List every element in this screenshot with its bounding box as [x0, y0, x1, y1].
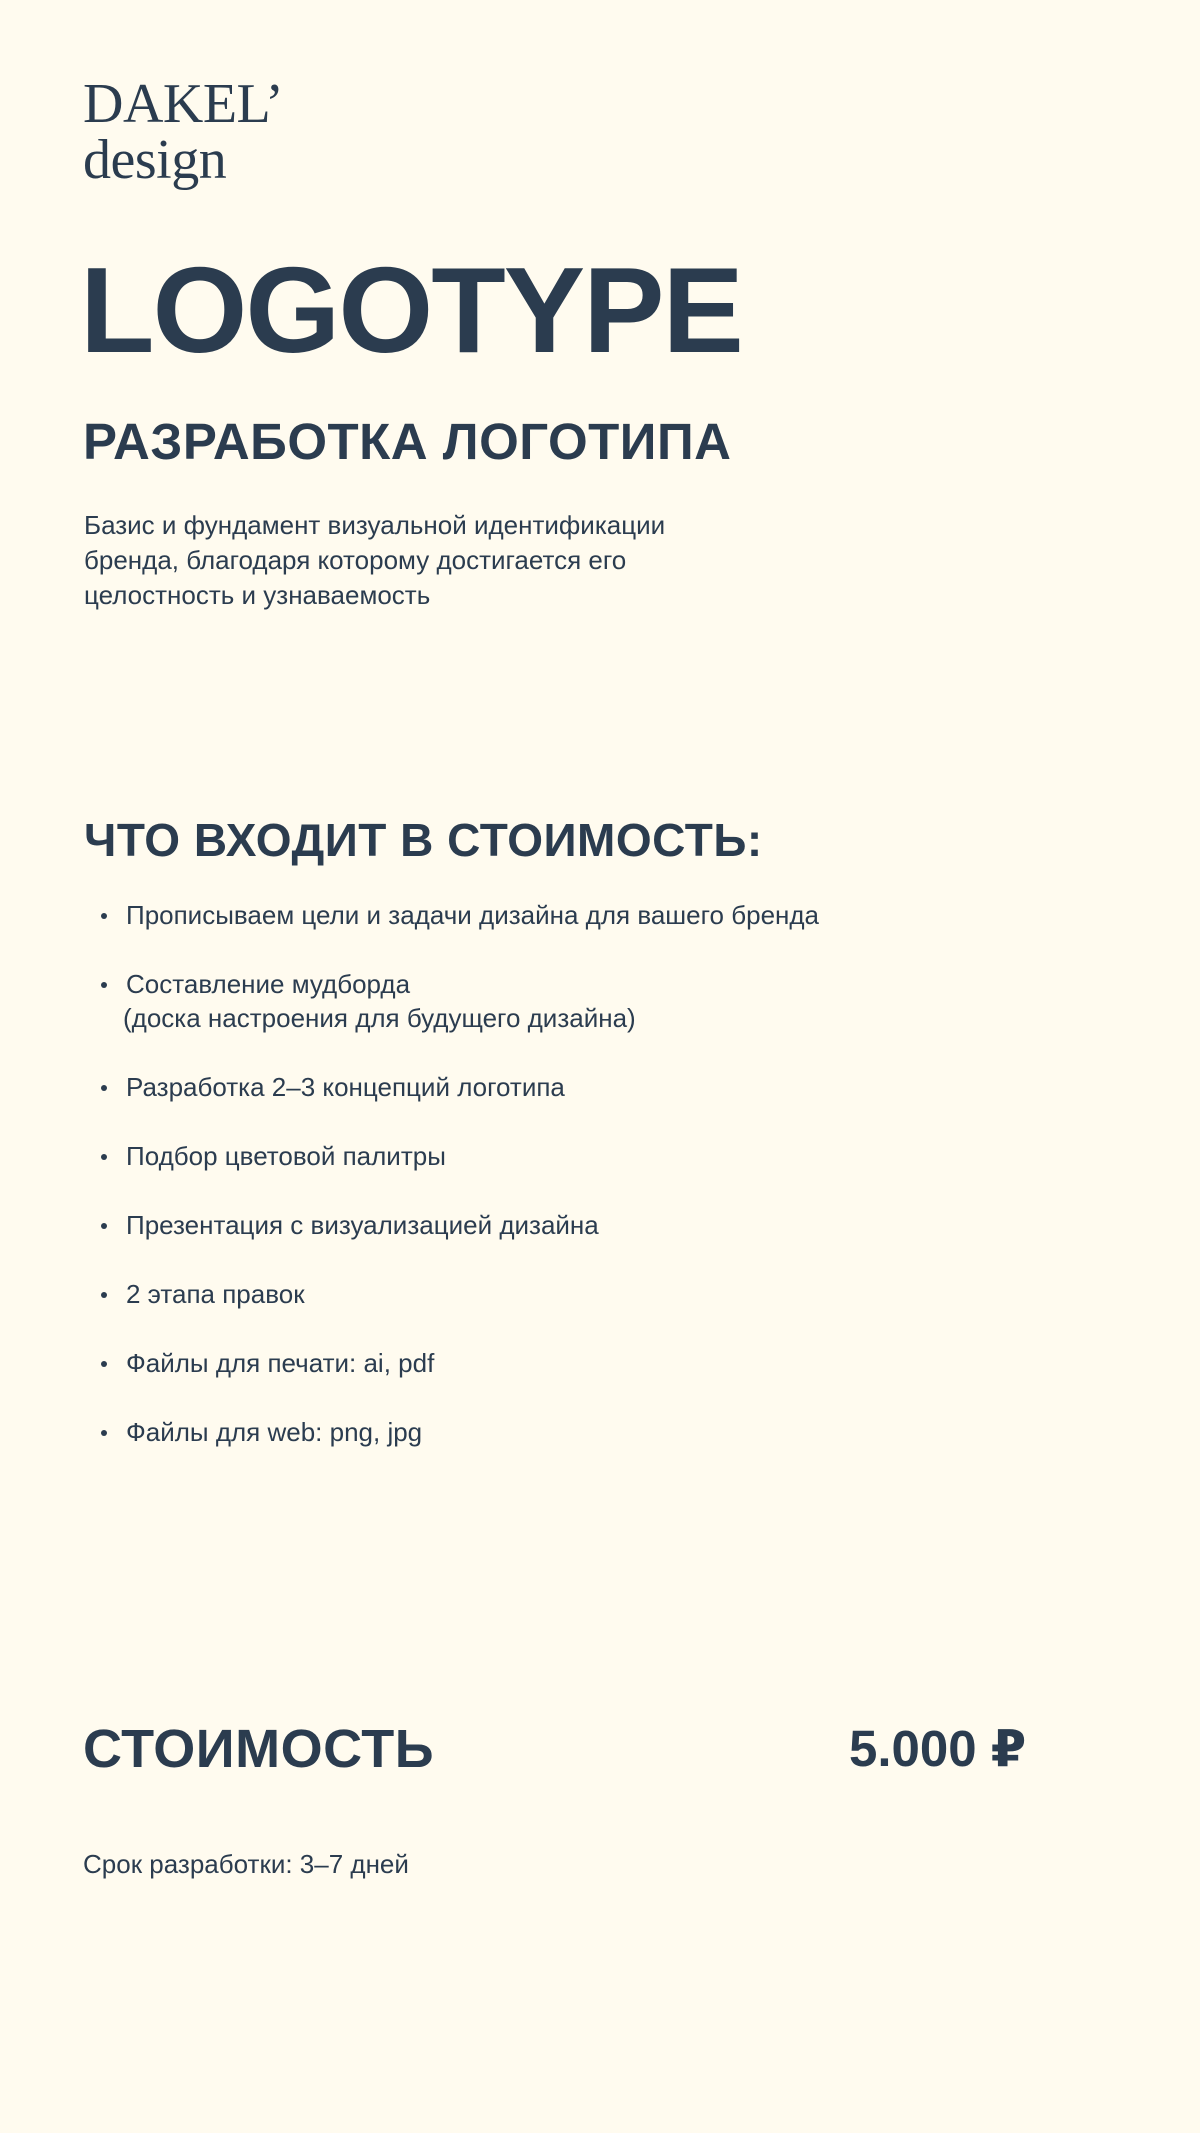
list-item — [84, 898, 819, 932]
list-item — [84, 1070, 819, 1104]
list-item — [84, 1208, 819, 1242]
price-value: 5.000 ₽ — [849, 1720, 1027, 1777]
list-item-text: Файлы для web: png, jpg — [126, 1417, 423, 1447]
list-item-text: Презентация с визуализацией дизайна — [126, 1210, 599, 1240]
page-title: LOGOTYPE — [80, 242, 742, 378]
includes-heading: ЧТО ВХОДИТ В СТОИМОСТЬ: — [84, 814, 763, 866]
includes-list — [84, 898, 819, 1449]
list-item-text: 2 этапа правок — [126, 1279, 305, 1309]
list-item-text: Разработка 2–3 концепций логотипа — [126, 1072, 565, 1102]
brand-logo-line-1: DAKEL’ — [83, 73, 284, 135]
intro-text — [84, 508, 764, 613]
price-label: СТОИМОСТЬ — [83, 1719, 435, 1779]
list-item-text: Файлы для печати: ai, pdf — [126, 1348, 435, 1378]
brand-logo — [83, 73, 284, 191]
list-item — [84, 1277, 819, 1311]
intro-line: целостность и узнаваемость — [84, 580, 431, 610]
list-item — [84, 1346, 819, 1380]
duration-text: Срок разработки: 3–7 дней — [83, 1849, 409, 1879]
list-item — [84, 1415, 819, 1449]
list-item — [84, 1139, 819, 1173]
list-item-text: Подбор цветовой палитры — [126, 1141, 446, 1171]
intro-line: бренда, благодаря которому достигается его — [84, 545, 627, 575]
intro-line: Базис и фундамент визуальной идентификации — [84, 510, 666, 540]
list-item-text: Прописываем цели и задачи дизайна для вашего бренда — [126, 900, 820, 930]
list-item-text: Составление мудборда — [126, 969, 411, 999]
list-item-note: (доска настроения для будущего дизайна) — [123, 1003, 636, 1033]
list-item — [84, 967, 819, 1035]
brand-logo-line-2: design — [83, 129, 227, 191]
page-subtitle: РАЗРАБОТКА ЛОГОТИПА — [83, 413, 732, 470]
